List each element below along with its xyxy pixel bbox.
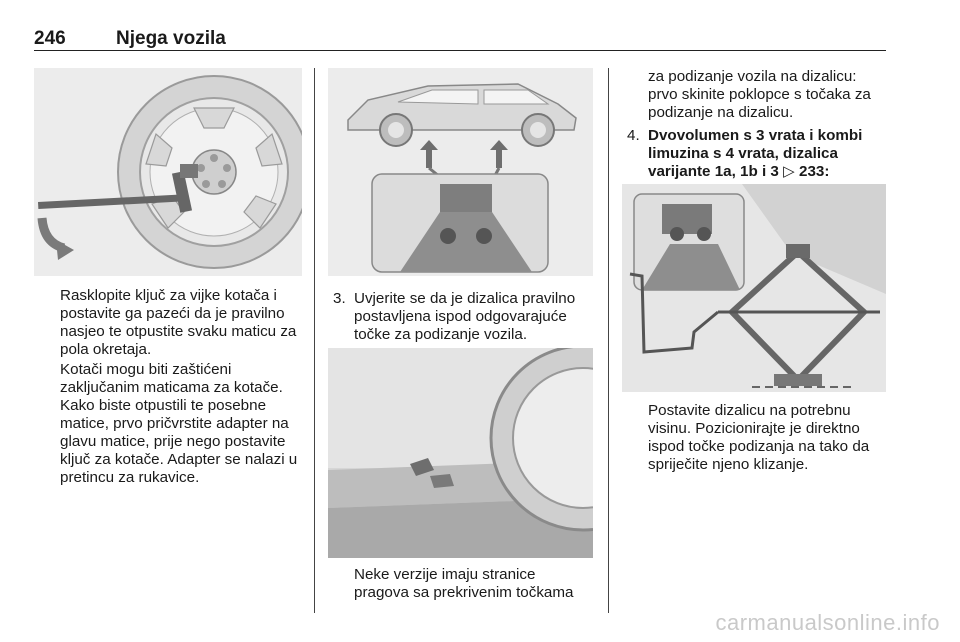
step-4-heading: Dvovolumen s 3 vrata i kombi limuzina s 4 vrata, dizalica varijante 1a, 1b i 3 ▷ 233: (648, 127, 863, 180)
scissor-jack-illustration (622, 184, 886, 392)
position-jack-paragraph: Postavite dizalicu na potrebnu visinu. Pozicionirajte je direktno ispod točke podizanja na tako da spriječite njeno klizanje. (648, 402, 870, 473)
wheel-wrench-illustration (34, 68, 302, 276)
car-jack-points-illustration (328, 68, 593, 276)
remove-covers-paragraph: za podizanje vozila na dizalicu: prvo skinite poklopce s točaka za podizanje na dizalicu. (648, 68, 871, 121)
covered-points-paragraph: Neke verzije imaju stranice pragova sa prekrivenim točkama (354, 566, 574, 601)
column-divider-2 (608, 68, 609, 613)
page-reference-icon: ▷ (783, 163, 795, 180)
loosen-nuts-paragraph: Rasklopite ključ za vijke kotača i postavite ga pazeći da je pravilno nasjeo te otpustite svaku maticu za pola okretaja. (60, 287, 297, 358)
column-divider-1 (314, 68, 315, 613)
page-header (34, 28, 886, 51)
step-3-number: 3. (333, 290, 346, 307)
locking-nuts-paragraph: Kotači mogu biti zaštićeni zaključanim maticama za kotače. Kako biste otpustili te posebne matice, prvo pričvrstite adapter na glavu matice, prije nego postavite ključ za kotače. Adapter se nalazi u pretincu za rukavice. (60, 361, 298, 486)
step-4-page-ref: 233: (799, 163, 830, 180)
step-3-text: Uvjerite se da je dizalica pravilno postavljena ispod odgovarajuće točke za podizanje vozila. (354, 290, 576, 343)
page-title: Njega vozila (116, 28, 226, 49)
page-number: 246 (34, 28, 66, 49)
sill-jack-point-illustration (328, 348, 593, 558)
watermark: carmanualsonline.info (715, 610, 940, 635)
step-4-number: 4. (627, 127, 640, 144)
